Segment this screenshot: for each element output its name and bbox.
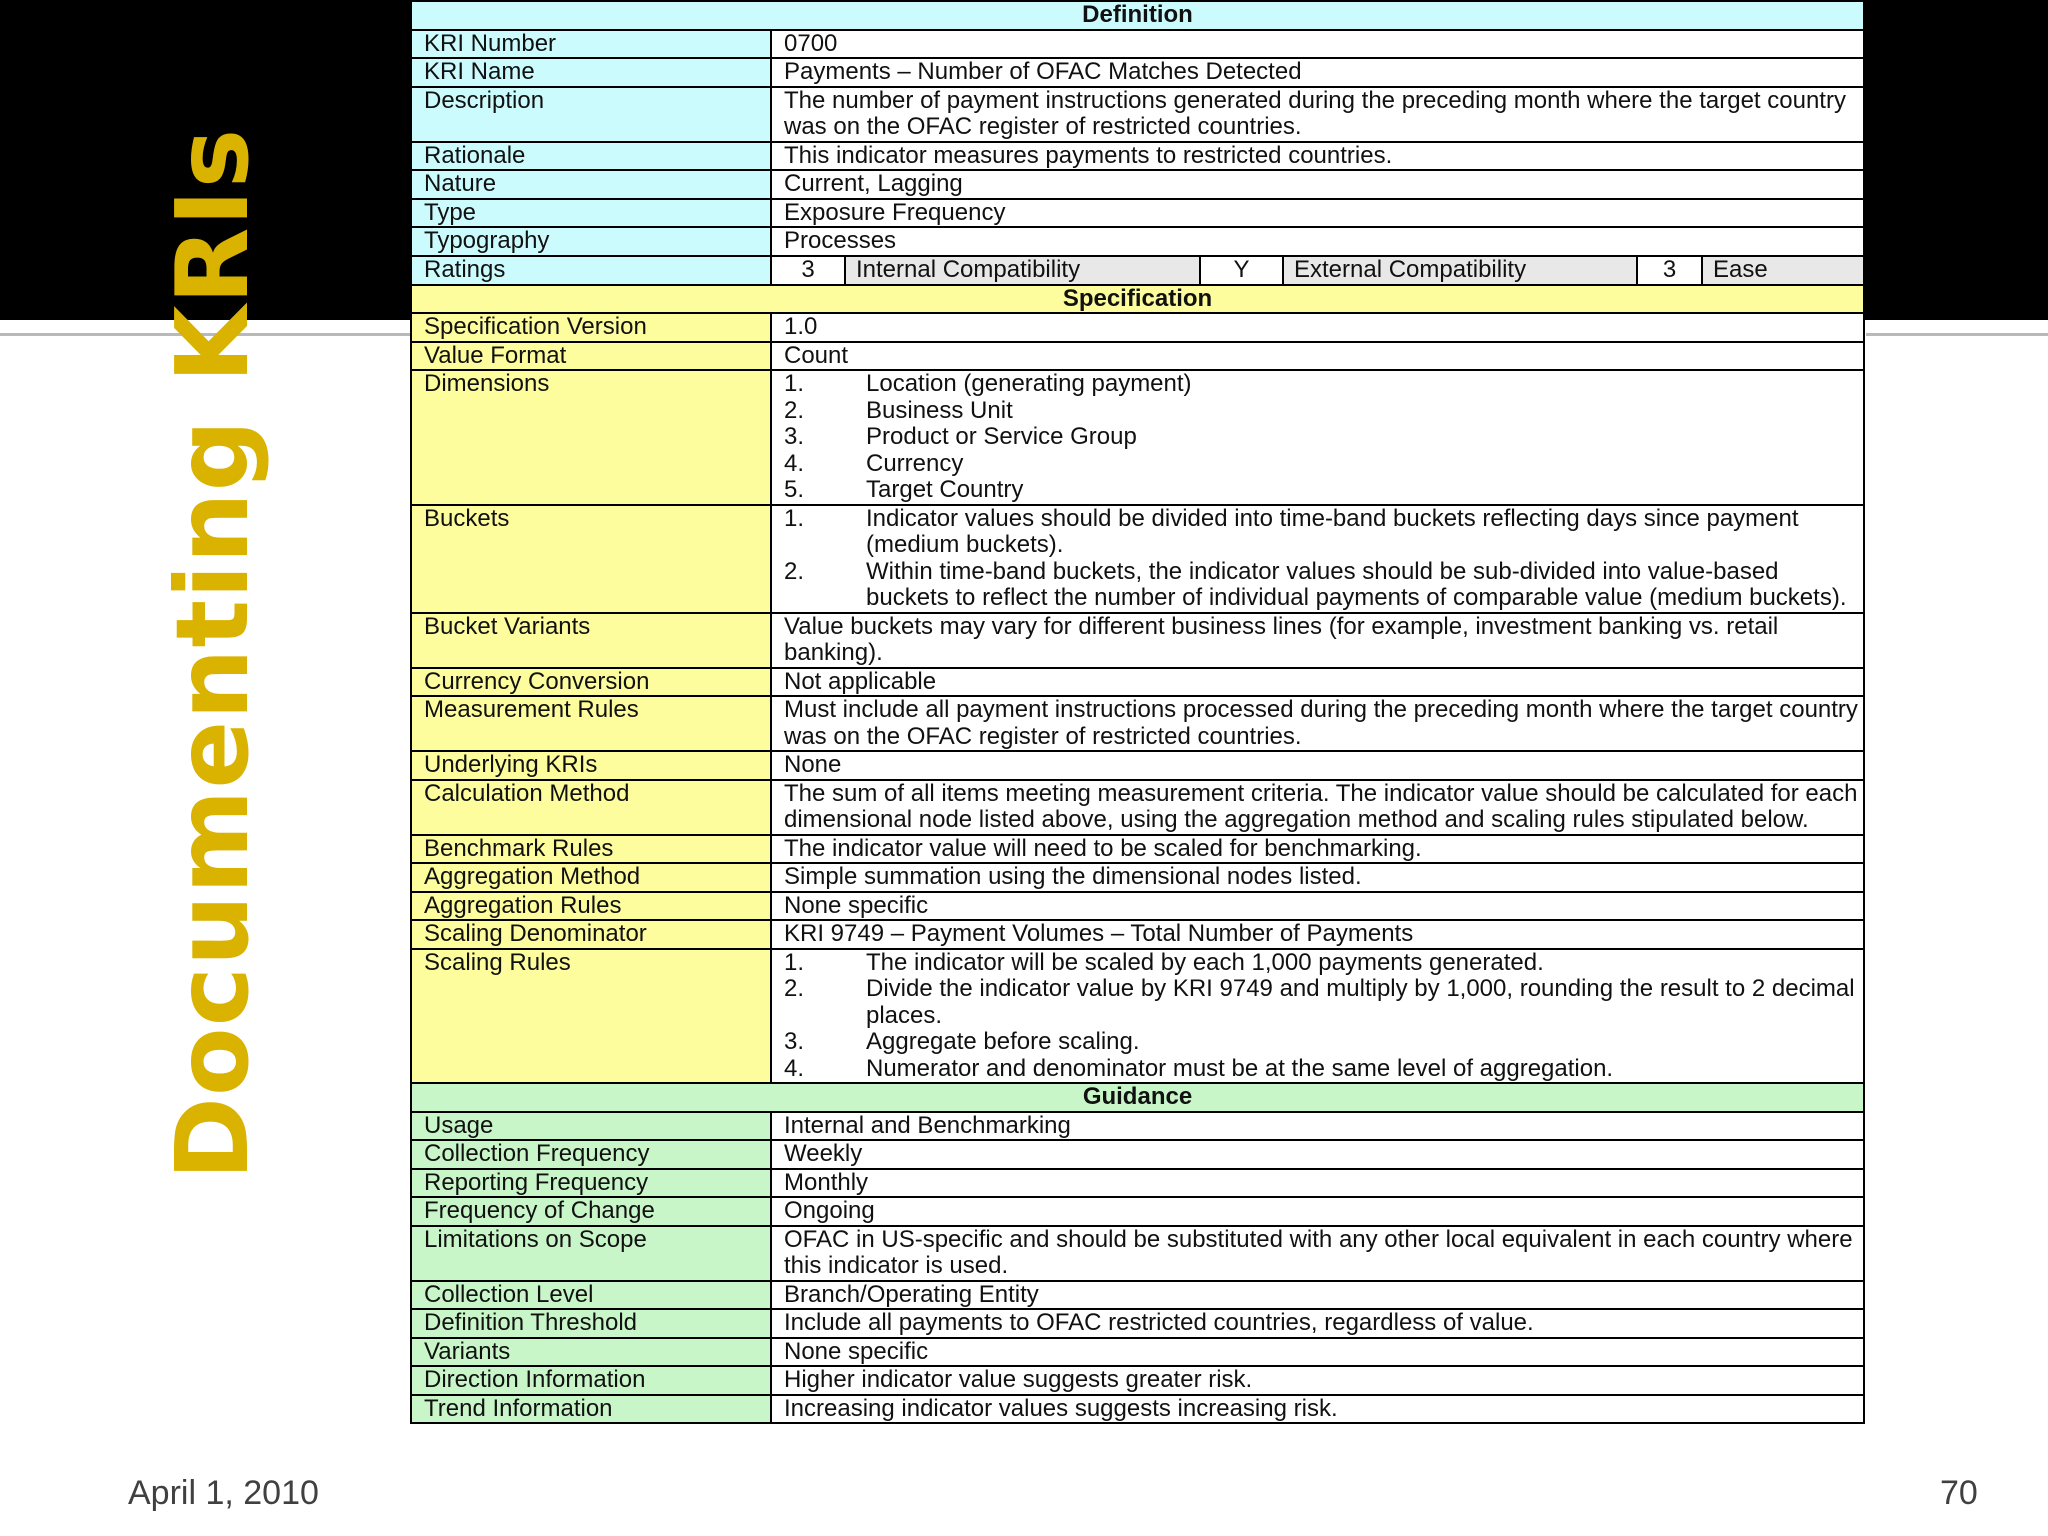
row-label: Value Format [411, 342, 771, 371]
row-label: Aggregation Method [411, 863, 771, 892]
list-item [784, 506, 1863, 559]
list-item-text: Aggregate before scaling. [866, 1028, 1140, 1055]
table-row [411, 668, 1864, 697]
row-label: Trend Information [411, 1395, 771, 1424]
list-item-number: 4. [784, 449, 805, 477]
table-row [411, 1226, 1864, 1281]
row-label: Scaling Rules [411, 949, 771, 1084]
list-item [784, 1056, 1863, 1083]
row-value: Payments – Number of OFAC Matches Detected [771, 58, 1864, 87]
table-row [411, 696, 1864, 751]
guidance-header: Guidance [411, 1083, 1864, 1112]
table-row [411, 1197, 1864, 1226]
row-value: 1.0 [771, 313, 1864, 342]
divider-line-right [1866, 333, 2048, 336]
row-value: Exposure Frequency [771, 199, 1864, 228]
row-label: Collection Frequency [411, 1140, 771, 1169]
row-value: KRI 9749 – Payment Volumes – Total Number of Payments [771, 920, 1864, 949]
row-value: Current, Lagging [771, 170, 1864, 199]
kri-document [410, 0, 1865, 1424]
row-value: None [771, 751, 1864, 780]
list-item-number: 3. [784, 423, 805, 450]
table-row [411, 835, 1864, 864]
row-label: Buckets [411, 505, 771, 613]
row-value: None specific [771, 892, 1864, 921]
table-row [411, 370, 1864, 505]
table-row [411, 1338, 1864, 1367]
row-label: Nature [411, 170, 771, 199]
row-label: Calculation Method [411, 780, 771, 835]
table-row [411, 1169, 1864, 1198]
row-value: Internal and Benchmarking [771, 1112, 1864, 1141]
scaling-rules-list [784, 950, 1863, 1083]
table-row [411, 1395, 1864, 1424]
table-row [411, 58, 1864, 87]
table-row [411, 227, 1864, 256]
table-row [411, 751, 1864, 780]
row-value: The number of payment instructions generated during the preceding month where the target country was on the OFAC register of restricted countries. [771, 87, 1864, 142]
row-label: Measurement Rules [411, 696, 771, 751]
definition-header: Definition [411, 1, 1864, 30]
table-row [411, 920, 1864, 949]
section-header-specification [411, 285, 1864, 314]
row-label: Variants [411, 1338, 771, 1367]
table-row [411, 342, 1864, 371]
table-row [411, 313, 1864, 342]
row-label: Bucket Variants [411, 613, 771, 668]
row-label: Description [411, 87, 771, 142]
row-label: Scaling Denominator [411, 920, 771, 949]
list-item-number: 2. [784, 557, 805, 585]
row-label: Aggregation Rules [411, 892, 771, 921]
section-header-definition [411, 1, 1864, 30]
row-value: Processes [771, 227, 1864, 256]
table-row [411, 1366, 1864, 1395]
row-label: Type [411, 199, 771, 228]
row-value: Must include all payment instructions processed during the preceding month where the target country was on the OFAC register of restricted countries. [771, 696, 1864, 751]
row-label: Typography [411, 227, 771, 256]
row-value: Branch/Operating Entity [771, 1281, 1864, 1310]
row-value: Increasing indicator values suggests increasing risk. [771, 1395, 1864, 1424]
row-value: This indicator measures payments to restricted countries. [771, 142, 1864, 171]
specification-header: Specification [411, 285, 1864, 314]
list-item-number: 2. [784, 396, 805, 424]
row-value: Simple summation using the dimensional nodes listed. [771, 863, 1864, 892]
row-value: Higher indicator value suggests greater risk. [771, 1366, 1864, 1395]
table-row [411, 1281, 1864, 1310]
row-label: KRI Number [411, 30, 771, 59]
table-row [411, 1140, 1864, 1169]
list-item-number: 1. [784, 370, 805, 397]
table-row [411, 1112, 1864, 1141]
rating-external-value: Y [1201, 257, 1284, 284]
rating-ease-value: 3 [1638, 257, 1703, 284]
row-label: Direction Information [411, 1366, 771, 1395]
table-row [411, 170, 1864, 199]
row-label: Ratings [411, 256, 771, 285]
row-label: Definition Threshold [411, 1309, 771, 1338]
row-label: Rationale [411, 142, 771, 171]
row-value: The sum of all items meeting measurement criteria. The indicator value should be calculated for each dimensional node listed above, using the aggregation method and scaling rules stipulated below. [771, 780, 1864, 835]
kri-definition-table [410, 0, 1865, 1424]
list-item [784, 477, 1863, 504]
list-item [784, 424, 1863, 451]
table-row [411, 199, 1864, 228]
table-row [411, 505, 1864, 613]
table-row [411, 892, 1864, 921]
table-row [411, 613, 1864, 668]
row-value [771, 505, 1864, 613]
table-row [411, 1309, 1864, 1338]
row-label: Underlying KRIs [411, 751, 771, 780]
row-label: Currency Conversion [411, 668, 771, 697]
row-value: Not applicable [771, 668, 1864, 697]
list-item [784, 950, 1863, 977]
rating-ease-label: Ease [1703, 257, 1863, 284]
table-row [411, 780, 1864, 835]
list-item [784, 976, 1863, 1029]
row-value [771, 949, 1864, 1084]
row-value: 0700 [771, 30, 1864, 59]
row-label: Limitations on Scope [411, 1226, 771, 1281]
slide-page-number: 70 [1940, 1474, 1978, 1512]
list-item-number: 5. [784, 476, 805, 503]
list-item-number: 2. [784, 975, 805, 1002]
row-value: None specific [771, 1338, 1864, 1367]
table-row [411, 949, 1864, 1084]
table-row [411, 87, 1864, 142]
dimensions-list [784, 371, 1863, 504]
row-value: OFAC in US-specific and should be substituted with any other local equivalent in each country where this indicator is used. [771, 1226, 1864, 1281]
table-row [411, 863, 1864, 892]
row-label: Specification Version [411, 313, 771, 342]
row-label: Dimensions [411, 370, 771, 505]
buckets-list [784, 506, 1863, 612]
list-item-number: 1. [784, 948, 805, 976]
slide-date: April 1, 2010 [128, 1474, 319, 1512]
row-value: Value buckets may vary for different business lines (for example, investment banking vs. retail banking). [771, 613, 1864, 668]
rating-internal-value: 3 [772, 257, 846, 284]
row-label: Collection Level [411, 1281, 771, 1310]
list-item-number: 3. [784, 1028, 805, 1055]
ratings-cell [771, 256, 1864, 285]
rating-external-label: External Compatibility [1284, 257, 1638, 284]
table-row [411, 256, 1864, 285]
row-value: The indicator value will need to be scaled for benchmarking. [771, 835, 1864, 864]
table-row [411, 142, 1864, 171]
rating-internal-label: Internal Compatibility [846, 257, 1201, 284]
list-item-text: The indicator will be scaled by each 1,000 payments generated. [866, 948, 1544, 976]
row-label: Benchmark Rules [411, 835, 771, 864]
list-item-text: Numerator and denominator must be at the same level of aggregation. [866, 1054, 1614, 1082]
table-row [411, 30, 1864, 59]
list-item [784, 1029, 1863, 1056]
list-item-text: Within time-band buckets, the indicator values should be sub-divided into value-based buckets to reflect the number of individual payments of comparable value (medium buckets). [866, 557, 1847, 611]
list-item-text: Location (generating payment) [866, 370, 1192, 397]
list-item-text: Business Unit [866, 396, 1013, 424]
row-label: Usage [411, 1112, 771, 1141]
list-item-text: Indicator values should be divided into time-band buckets reflecting days since payment (medium buckets). [866, 504, 1799, 558]
list-item [784, 398, 1863, 425]
row-label: Frequency of Change [411, 1197, 771, 1226]
row-value: Include all payments to OFAC restricted countries, regardless of value. [771, 1309, 1864, 1338]
row-value: Monthly [771, 1169, 1864, 1198]
list-item [784, 451, 1863, 478]
list-item-number: 4. [784, 1054, 805, 1082]
row-value: Weekly [771, 1140, 1864, 1169]
list-item [784, 559, 1863, 612]
row-value: Count [771, 342, 1864, 371]
row-label: KRI Name [411, 58, 771, 87]
list-item [784, 371, 1863, 398]
ratings-strip [772, 257, 1863, 284]
row-value: Ongoing [771, 1197, 1864, 1226]
section-header-guidance [411, 1083, 1864, 1112]
row-value [771, 370, 1864, 505]
list-item-text: Product or Service Group [866, 423, 1137, 450]
list-item-number: 1. [784, 504, 805, 532]
list-item-text: Target Country [866, 476, 1024, 503]
list-item-text: Divide the indicator value by KRI 9749 and multiply by 1,000, rounding the result to 2 decimal places. [866, 975, 1855, 1029]
list-item-text: Currency [866, 449, 964, 477]
slide-title: Documenting KRIs [154, 127, 271, 1180]
row-label: Reporting Frequency [411, 1169, 771, 1198]
